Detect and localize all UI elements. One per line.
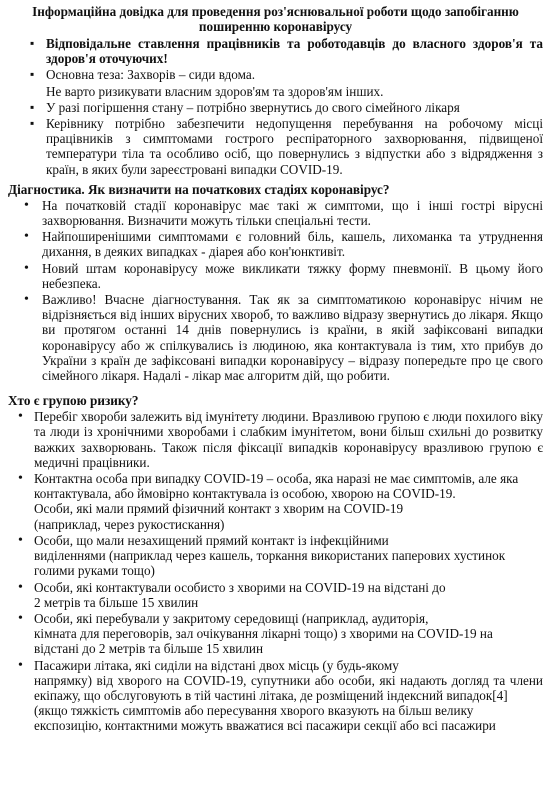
risk-bullet-line: Особи, які мали прямий фізичний контакт з хворим на COVID-19 [34,501,404,517]
risk-bullet-line: • Перебіг хвороби залежить від імунітету людини. Вразливою групою є люди похилого віку та люди із хронічними хворобами і слабким імунітетом, вони більш схильні до розвитку важких захворювань. Також після фіксації випадків коронавірусу вразливою групою є медичні працівники. [34,409,543,470]
risk-bullet-line: (наприклад, через рукостискання) [34,516,225,532]
risk-bullet [8,409,543,470]
diagnostics-bullet: • Важливо! Вчасне діагностування. Так як за симптоматикою коронавірус нічим не відрізняється від інших вірусних хвороб, то важливо відразу звернутись до лікаря. Якщо ви протягом останні 14 днів повернулись із країни, в якій зафіксовані випадки коронавірусу або ж спілкувались із людиною, яка контактувала із тим, хто прибув до України з країн де зафіксовані випадки коронавірусу – відразу попередьте про це свого сімейного лікаря. Надалі - лікар має алгоритм дій, що робити. [8,292,543,383]
risk-bullet-line: кімната для переговорів, зал очікування лікарні тощо) з хворими на COVID-19 на [34,626,493,642]
risk-bullet-line: експозицію, контактними можуть вважатися всі пасажири секції або всі пасажири [34,718,496,734]
risk-bullet-line: (якщо тяжкість симптомів або пересування хворого вказують на більш велику [34,703,474,719]
risk-bullet-line: виділеннями (наприклад через кашель, торкання використаних паперових хустинок [34,548,506,564]
risk-bullet-line: контактувала, або ймовірно контактувала із особою, хворою на COVID-19. [34,486,456,502]
diagnostics-bullet: • На початковій стадії коронавірус має такі ж симптоми, що і інші гострі вірусні захворювання. Визначити можуть тільки спеціальні тести. [8,198,543,228]
intro-bullet-list [8,36,543,177]
intro-bullet: ▪ Основна теза: Захворів – сиди вдома. [8,67,543,82]
risk-bullet-line: голими руками тощо) [34,563,155,579]
risk-bullet [8,580,543,610]
diagnostics-bullet-list [8,198,543,383]
risk-bullet-line: напрямку) від хворого на COVID-19, супутники або особи, які надають догляд та члени екіпажу, що обслуговують в тій частині літака, де розміщений індексний випадок[4] [34,672,543,703]
risk-bullet-line: • Особи, які перебували у закритому середовищі (наприклад, аудиторія, [34,610,429,626]
risk-bullet-line: • Особи, що мали незахищений прямий контакт із інфекційними [34,532,389,548]
risk-bullet [8,533,543,579]
risk-bullet [8,471,543,532]
intro-text: Не варто ризикувати власним здоров'ям та здоров'ям інших. [46,83,384,99]
title-line-2: поширенню коронавірусу [198,19,353,34]
risk-bullet [8,611,543,657]
document-title [8,4,543,34]
risk-group-bullet-list [8,409,543,733]
diagnostics-bullet: • Найпоширенішими симптомами є головний біль, кашель, лихоманка та утруднення дихання, в деяких випадках - діарея або кон'юнктивіт. [8,229,543,259]
intro-text-line [8,84,543,99]
title-line-1: Інформаційна довідка для проведення роз'яснювальної роботи щодо запобіганню [32,4,519,19]
risk-bullet-line: • Особи, які контактували особисто з хворими на COVID-19 на відстані до [34,579,446,595]
intro-bullet: ▪ Відповідальне ставлення працівників та роботодавців до власного здоров'я та здоров'я оточуючих! [8,36,543,66]
risk-group-heading: Хто є групою ризику? [8,393,139,409]
risk-bullet-line: 2 метрів та більше 15 хвилин [34,594,199,610]
intro-bullet: ▪ У разі погіршення стану – потрібно звернутись до свого сімейного лікаря [8,100,543,115]
risk-bullet-line: • Пасажири літака, які сиділи на відстані двох місць (у будь-якому [34,657,399,673]
risk-bullet-line: • Контактна особа при випадку COVID-19 – особа, яка наразі не має симптомів, але яка [34,471,519,487]
diagnostics-heading: Діагностика. Як визначити на початкових стадіях коронавірус? [8,181,390,197]
diagnostics-bullet: • Новий штам коронавірусу може викликати тяжку форму пневмонії. В цьому його небезпека. [8,261,543,291]
risk-bullet [8,658,543,734]
risk-bullet-line: відстані до 2 метрів та більше 15 хвилин [34,641,264,657]
intro-bullet: ▪ Керівнику потрібно забезпечити недопущення перебування на робочому місці працівників з симптомами гострого респіраторного захворювання, підвищеної температури тіла та особливо осіб, що повернулись з відпустки або з відрядження з країн, в яких були зареєстровані випадки COVID-19. [8,116,543,177]
